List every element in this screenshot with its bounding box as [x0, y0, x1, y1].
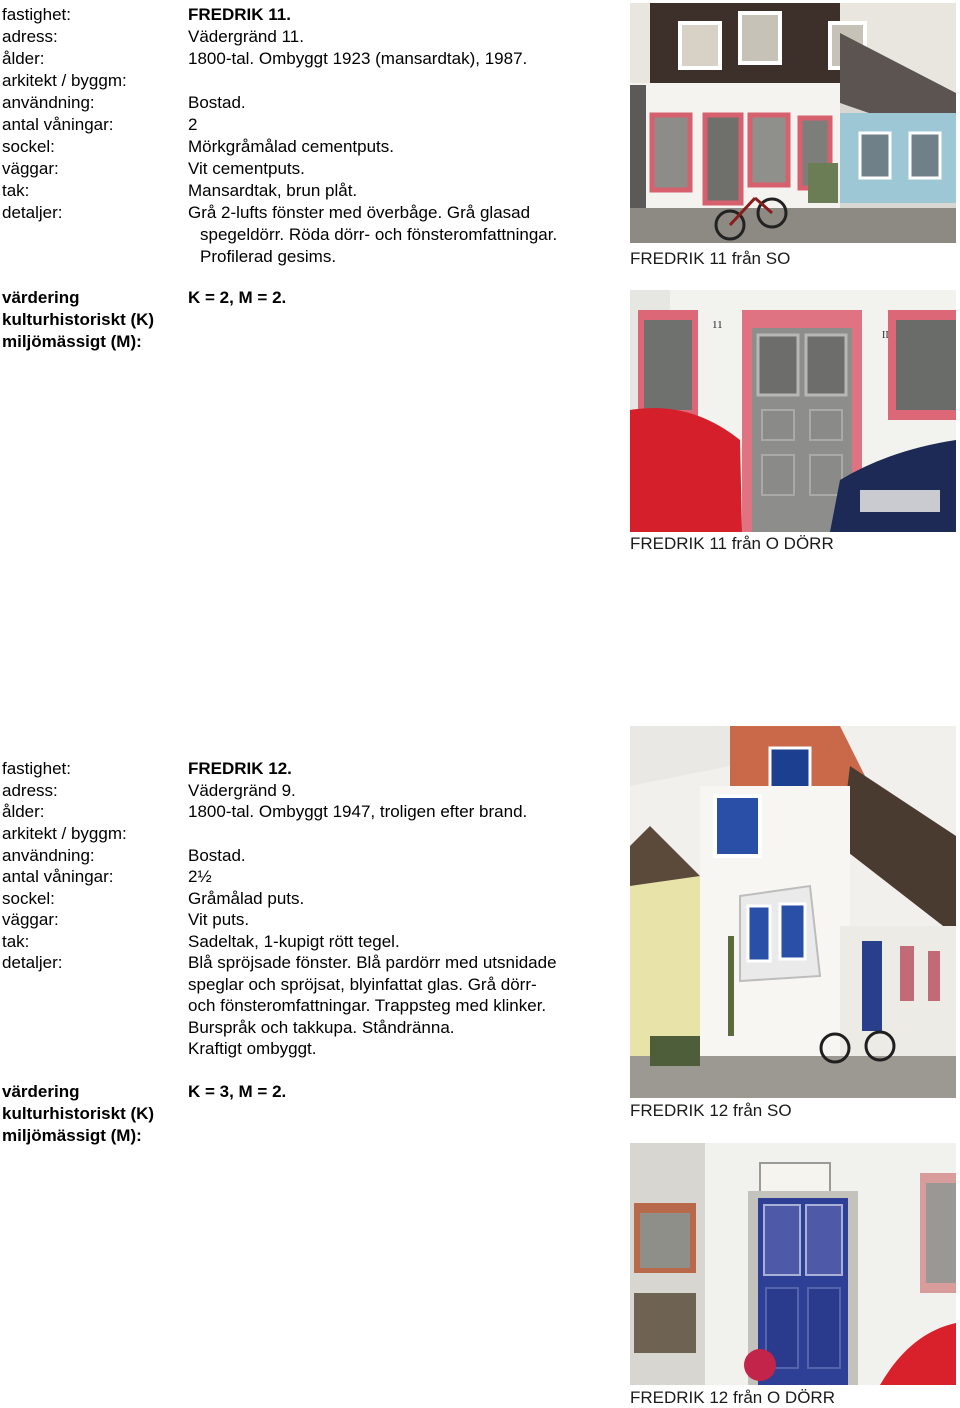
detaljer-line: Grå 2-lufts fönster med överbåge. Grå glasad — [188, 203, 531, 222]
facade-photo-image — [630, 3, 956, 243]
value-fastighet: FREDRIK 12. — [188, 759, 292, 778]
rating-label: värdering — [2, 288, 80, 307]
label-adress: adress: — [2, 781, 58, 800]
label-sockel: sockel: — [2, 889, 55, 908]
door-photo-image — [630, 290, 956, 532]
label-detaljer: detaljer: — [2, 953, 63, 972]
photo-fredrik-12-facade — [630, 726, 956, 1098]
value-vaggar: Vit puts. — [188, 910, 250, 929]
label-tak: tak: — [2, 181, 30, 200]
photo-fredrik-12-door — [630, 1143, 956, 1385]
label-arkitekt: arkitekt / byggm: — [2, 824, 127, 843]
label-detaljer: detaljer: — [2, 203, 63, 222]
value-anvandning: Bostad. — [188, 846, 246, 865]
value-alder: 1800-tal. Ombyggt 1947, troligen efter brand. — [188, 802, 528, 821]
label-sockel: sockel: — [2, 137, 55, 156]
value-anvandning: Bostad. — [188, 93, 246, 112]
value-alder: 1800-tal. Ombyggt 1923 (mansardtak), 1987. — [188, 49, 528, 68]
label-fastighet: fastighet: — [2, 759, 71, 778]
value-tak: Mansardtak, brun plåt. — [188, 181, 358, 200]
detaljer-line: Burspråk och takkupa. Ståndränna. — [188, 1017, 455, 1037]
rating-label: värdering — [2, 1082, 80, 1101]
value-detaljer — [188, 202, 557, 268]
photo-caption: FREDRIK 12 från O DÖRR — [630, 1388, 835, 1407]
facade-photo-image — [630, 726, 956, 1098]
detaljer-line: och fönsteromfattningar. Trappsteg med klinker. — [188, 996, 547, 1015]
value-vaningar: 2½ — [188, 867, 212, 886]
photo-caption: FREDRIK 11 från SO — [630, 249, 791, 268]
door-number-label: 11 — [712, 319, 723, 331]
value-adress: Vädergränd 9. — [188, 781, 296, 800]
label-vaningar: antal våningar: — [2, 115, 114, 134]
label-arkitekt: arkitekt / byggm: — [2, 71, 127, 90]
rating-value: K = 2, M = 2. — [188, 288, 287, 307]
value-sockel: Gråmålad puts. — [188, 889, 305, 908]
label-vaggar: väggar: — [2, 159, 59, 178]
label-adress: adress: — [2, 27, 58, 46]
detaljer-line: Profilerad gesims. — [200, 247, 337, 266]
value-tak: Sadeltak, 1-kupigt rött tegel. — [188, 932, 400, 951]
rating-label: kulturhistoriskt (K) — [2, 1104, 155, 1123]
value-vaggar: Vit cementputs. — [188, 159, 305, 178]
rating-label: kulturhistoriskt (K) — [2, 310, 155, 329]
value-fastighet: FREDRIK 11. — [188, 5, 291, 24]
photo-caption: FREDRIK 12 från SO — [630, 1101, 792, 1120]
label-vaggar: väggar: — [2, 910, 59, 929]
detaljer-line: Blå spröjsade fönster. Blå pardörr med utsnidade — [188, 953, 557, 972]
label-alder: ålder: — [2, 49, 45, 68]
detaljer-line: spegeldörr. Röda dörr- och fönsteromfattningar. — [200, 225, 558, 244]
label-anvandning: användning: — [2, 93, 95, 112]
rating-block — [2, 287, 287, 353]
label-anvandning: användning: — [2, 846, 95, 865]
label-fastighet: fastighet: — [2, 5, 71, 24]
rating-value: K = 3, M = 2. — [188, 1082, 287, 1101]
value-detaljer — [188, 952, 557, 1060]
rating-block — [2, 1081, 287, 1147]
photo-caption: FREDRIK 11 från O DÖRR — [630, 534, 834, 553]
label-tak: tak: — [2, 932, 30, 951]
value-sockel: Mörkgråmålad cementputs. — [188, 137, 394, 156]
label-alder: ålder: — [2, 802, 45, 821]
door-number-label: II — [882, 330, 889, 341]
label-vaningar: antal våningar: — [2, 867, 114, 886]
detaljer-line: Kraftigt ombyggt. — [188, 1039, 317, 1058]
detaljer-line: speglar och spröjsat, blyinfattat glas. Grå dörr- — [188, 974, 537, 994]
value-adress: Vädergränd 11. — [188, 27, 304, 46]
photo-fredrik-11-facade — [630, 3, 956, 243]
rating-label: miljömässigt (M): — [2, 332, 142, 351]
rating-label: miljömässigt (M): — [2, 1126, 142, 1145]
door-photo-image — [630, 1143, 956, 1385]
photo-fredrik-11-door — [630, 290, 956, 532]
value-vaningar: 2 — [188, 115, 198, 134]
